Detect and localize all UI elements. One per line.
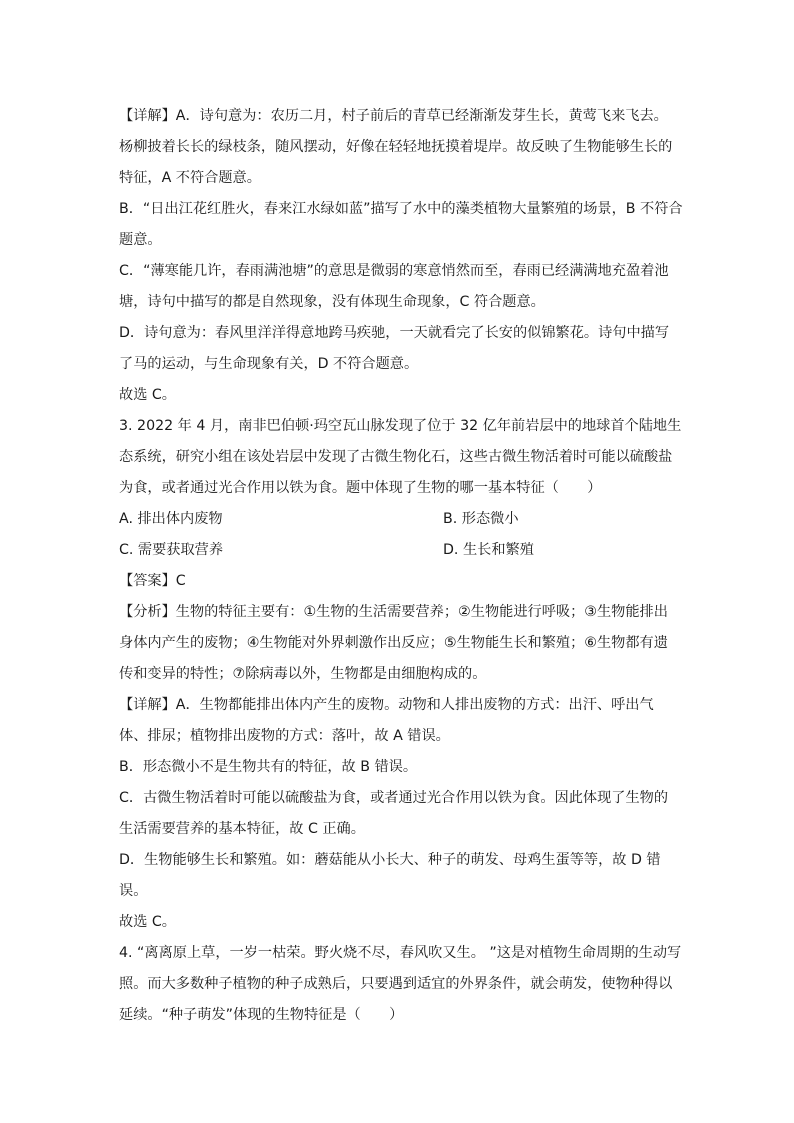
q2-detail-line-2: 杨柳披着长长的绿枝条，随风摆动，好像在轻轻地抚摸着堤岸。故反映了生物能够生长的: [119, 139, 673, 155]
q3-detail-line-1: 【详解】A．生物都能排出体内产生的废物。动物和人排出废物的方式：出汗、呼出气: [119, 697, 654, 713]
q3-choose-line: 故选 C。: [119, 914, 176, 930]
q3-option-b: B. 形态微小: [443, 511, 519, 527]
q3-detail-line-6: D．生物能够生长和繁殖。如：蘑菇能从小长大、种子的萌发、母鸡生蛋等等，故 D 错: [119, 852, 661, 868]
q3-stem-line-3: 为食，或者通过光合作用以铁为食。题中体现了生物的哪一基本特征（ ）: [119, 480, 602, 496]
q2-detail-line-9: 了马的运动，与生命现象有关，D 不符合题意。: [119, 356, 419, 372]
q3-detail-line-2: 体、排尿；植物排出废物的方式：落叶，故 A 错误。: [119, 728, 450, 744]
q2-detail-line-4: B．“日出江花红胜火，春来江水绿如蓝”描写了水中的藻类植物大量繁殖的场景，B 不符合: [119, 201, 683, 217]
q3-analysis-line-3: 传和变异的特性；⑦除病毒以外，生物都是由细胞构成的。: [119, 666, 487, 682]
q3-options-row-2: [119, 535, 679, 566]
q2-detail-line-8: D．诗句意为：春风里洋洋得意地跨马疾驰，一天就看完了长安的似锦繁花。诗句中描写: [119, 325, 670, 341]
q3-option-a: A. 排出体内废物: [119, 511, 223, 527]
q2-choose-line: 故选 C。: [119, 387, 176, 403]
q2-detail-line-5: 题意。: [119, 232, 162, 248]
q3-stem-line-2: 态系统，研究小组在该处岩层中发现了古微生物化石，这些古微生物活着时可能以硫酸盐: [119, 449, 673, 465]
q3-option-d: D. 生长和繁殖: [443, 542, 534, 558]
q3-detail-line-3: B．形态微小不是生物共有的特征，故 B 错误。: [119, 759, 418, 775]
q2-detail-line-7: 塘，诗句中描写的都是自然现象，没有体现生命现象，C 符合题意。: [119, 294, 545, 310]
q2-detail-line-6: C．“薄寒能几许，春雨满池塘”的意思是微弱的寒意悄然而至，春雨已经满满地充盈着池: [119, 263, 669, 279]
q3-analysis-line-1: 【分析】生物的特征主要有：①生物的生活需要营养；②生物能进行呼吸；③生物能排出: [119, 604, 668, 620]
q4-stem-line-3: 延续。“种子萌发”体现的生物特征是（ ）: [119, 1007, 404, 1023]
document-content: [119, 101, 683, 1031]
q3-detail-line-7: 误。: [119, 883, 148, 899]
q3-options-row-1: [119, 504, 679, 535]
q3-answer-line: 【答案】C: [119, 573, 186, 589]
q2-detail-line-1: 【详解】A．诗句意为：农历二月，村子前后的青草已经渐渐发芽生长，黄莺飞来飞去。: [119, 108, 668, 124]
q4-stem-line-2: 照。而大多数种子植物的种子成熟后，只要遇到适宜的外界条件，就会萌发，使物种得以: [119, 976, 673, 992]
q3-stem-line-1: 3. 2022 年 4 月，南非巴伯顿·玛空瓦山脉发现了位于 32 亿年前岩层中的地球首个陆地生: [119, 418, 682, 434]
q3-analysis-line-2: 身体内产生的废物；④生物能对外界刺激作出反应；⑤生物能生长和繁殖；⑥生物都有遗: [119, 635, 668, 651]
q3-option-c: C. 需要获取营养: [119, 542, 224, 558]
q2-detail-line-3: 特征，A 不符合题意。: [119, 170, 261, 186]
q3-detail-line-5: 生活需要营养的基本特征，故 C 正确。: [119, 821, 365, 837]
q4-stem-line-1: 4. “离离原上草，一岁一枯荣。野火烧不尽，春风吹又生。 ”这是对植物生命周期的生动写: [119, 945, 682, 961]
q3-detail-line-4: C．古微生物活着时可能以硫酸盐为食，或者通过光合作用以铁为食。因此体现了生物的: [119, 790, 669, 806]
